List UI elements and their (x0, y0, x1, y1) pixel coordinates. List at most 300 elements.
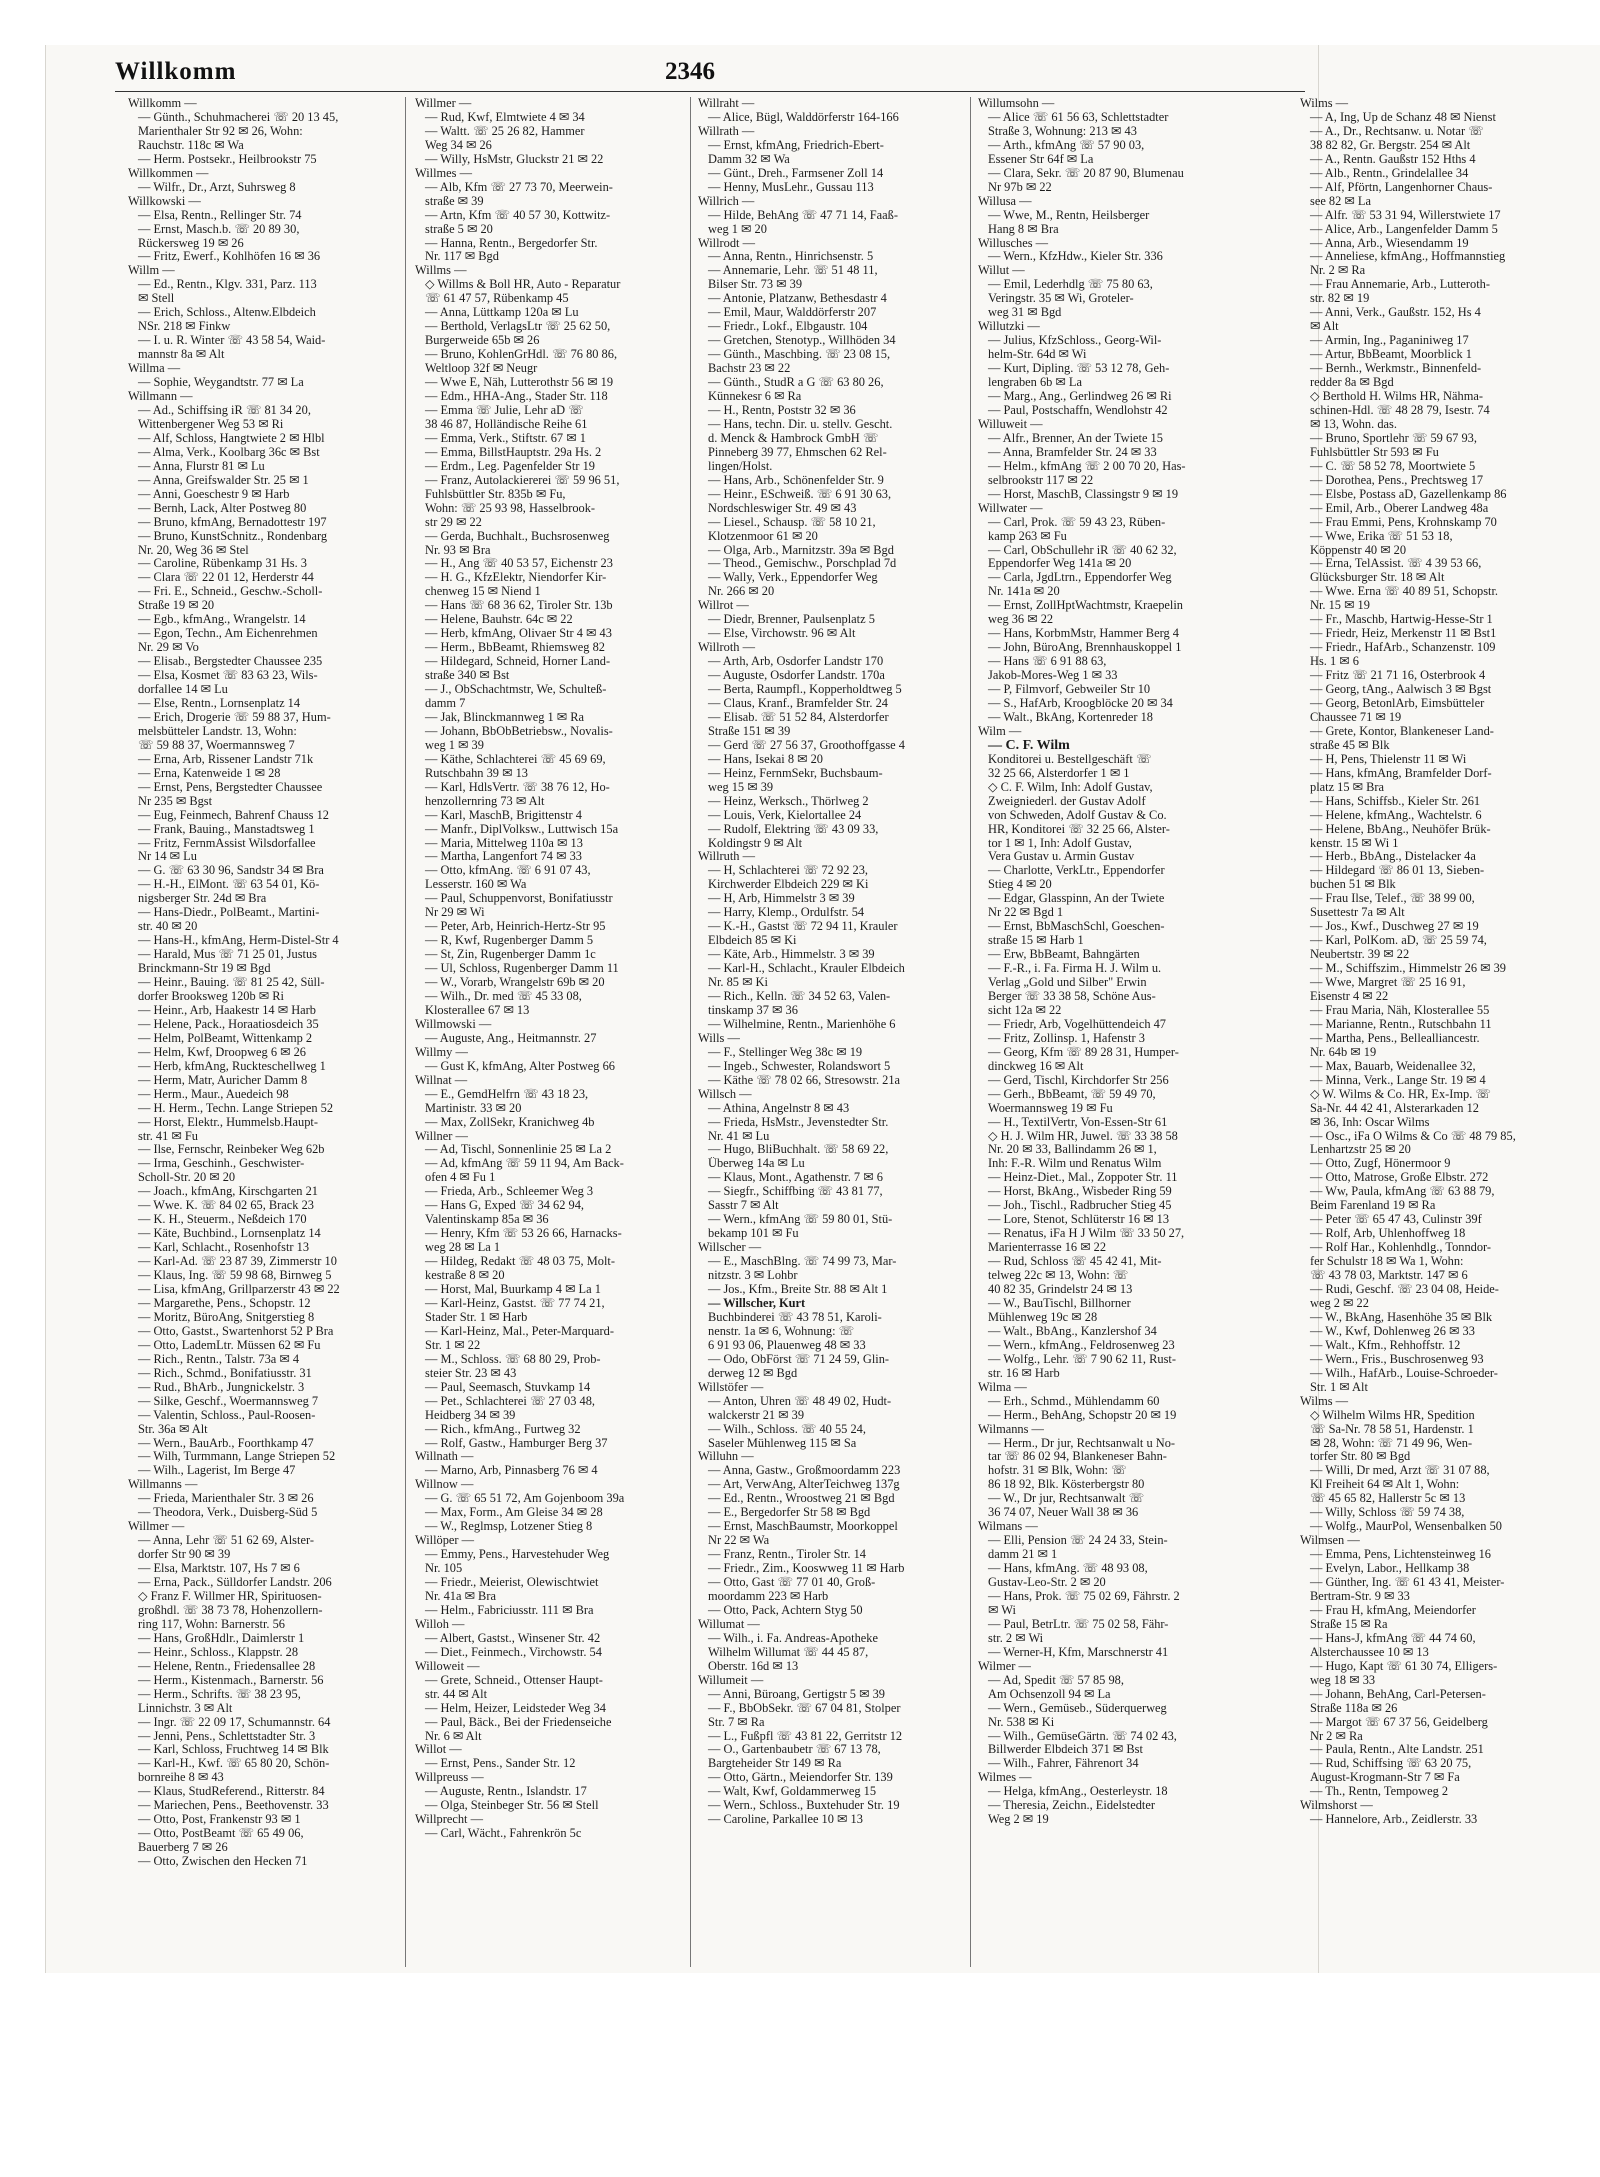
directory-entry: Nr 22 ✉ Wa (708, 1534, 770, 1548)
directory-entry: — Alfr., Brenner, An der Twiete 15 (988, 431, 1163, 445)
directory-entry: — Ernst, Masch.b. ☏ 20 89 30, (138, 222, 300, 236)
directory-entry: — H, Pens, Thielenstr 11 ✉ Wi (1310, 752, 1467, 766)
directory-entry: — Ad, Tischl, Sonnenlinie 25 ✉ La 2 (425, 1143, 612, 1157)
directory-entry: — Willi, Dr med, Arzt ☏ 31 07 88, (1310, 1464, 1490, 1478)
directory-entry: — Olga, Steinbeger Str. 56 ✉ Stell (425, 1799, 599, 1813)
directory-entry: — Wwe, Margret ☏ 25 16 91, (1310, 976, 1466, 990)
directory-entry: — Heinz-Diet., Mal., Zoppoter Str. 11 (988, 1171, 1178, 1185)
directory-entry: — Ernst, BbMaschSchl, Goeschen- (988, 920, 1165, 934)
surname-heading: Willscher — (698, 1241, 762, 1255)
directory-entry: — Walt., BbAng., Kanzlershof 34 (988, 1324, 1157, 1338)
directory-entry: — Hans-J, kfmAng ☏ 44 74 60, (1310, 1631, 1476, 1645)
directory-entry: Fuhlsbüttler Str. 835b ✉ Fu, (425, 487, 566, 501)
directory-entry: — Alf, Pförtn, Langenhorner Chaus- (1310, 180, 1493, 194)
directory-entry: Bertram-Str. 9 ✉ 33 (1310, 1589, 1410, 1603)
directory-entry: NSr. 218 ✉ Finkw (138, 320, 231, 334)
directory-entry: — Anna, Flurstr 81 ✉ Lu (138, 459, 265, 473)
directory-entry: — Herm., Dr jur, Rechtsanwalt u No- (988, 1436, 1176, 1450)
directory-entry: — Anni, Büroang, Gertigstr 5 ✉ 39 (708, 1687, 885, 1701)
directory-entry: Nr. 117 ✉ Bgd (425, 250, 499, 264)
directory-entry: — Otto, PostBeamt ☏ 65 49 06, (138, 1827, 304, 1841)
surname-heading: Willnath — (415, 1450, 474, 1464)
directory-entry: 36 74 07, Neuer Wall 38 ✉ 36 (988, 1506, 1139, 1520)
directory-entry: — Margarethe, Pens., Schopstr. 12 (138, 1296, 311, 1310)
page-number: 2346 (665, 58, 715, 85)
directory-entry: see 82 ✉ La (1310, 194, 1371, 208)
directory-entry: — Bruno, kfmAng, Bernadottestr 197 (138, 515, 327, 529)
directory-entry: Nr 22 ✉ Bgd 1 (988, 906, 1064, 920)
directory-entry: walckerstr 21 ✉ 39 (708, 1408, 805, 1422)
directory-entry: — Anna, Rentn., Hinrichsenstr. 5 (708, 250, 874, 264)
directory-entry: — Egb., kfmAng., Wrangelstr. 14 (138, 613, 306, 627)
directory-entry: — Art, VerwAng, AlterTeichweg 137g (708, 1478, 900, 1492)
directory-entry: str. 41 ✉ Fu (138, 1129, 198, 1143)
directory-entry: Nr. 64b ✉ 19 (1310, 1045, 1377, 1059)
directory-entry: hofstr. 31 ✉ Blk, Wohn: ☏ (988, 1464, 1127, 1478)
directory-entry: Bargteheider Str 149 ✉ Ra (708, 1757, 842, 1771)
directory-entry: — Willy, Schloss ☏ 59 74 38, (1310, 1506, 1465, 1520)
directory-entry: — Emma, Pens, Lichtensteinweg 16 (1310, 1548, 1492, 1562)
directory-entry: — Herm., Maur., Auedeich 98 (138, 1087, 289, 1101)
directory-entry: — Lore, Stenot, Schlüterstr 16 ✉ 13 (988, 1213, 1170, 1227)
directory-entry: — Karl, MaschB, Brigittenstr 4 (425, 808, 582, 822)
directory-entry: — Rud, Kwf, Elmtwiete 4 ✉ 34 (425, 110, 585, 124)
directory-entry: Nr 14 ✉ Lu (138, 850, 197, 864)
directory-entry: — Annemarie, Lehr. ☏ 51 48 11, (708, 264, 878, 278)
directory-entry: — Max, Form., Am Gleise 34 ✉ 28 (425, 1506, 603, 1520)
directory-entry: — Fritz, Zollinsp. 1, Hafenstr 3 (988, 1031, 1145, 1045)
directory-entry: — Wolfg., MaurPol, Wensenbalken 50 (1310, 1520, 1502, 1534)
directory-entry: — Herm., BehAng, Schopstr 20 ✉ 19 (988, 1408, 1177, 1422)
directory-entry: — Wern., kfmAng ☏ 59 80 01, Stü- (708, 1213, 893, 1227)
directory-entry: — Günt., Dreh., Farmsener Zoll 14 (708, 166, 884, 180)
directory-entry: damm 7 (425, 696, 466, 710)
directory-entry: — Wilh., i. Fa. Andreas-Apotheke (708, 1631, 878, 1645)
surname-heading: Willusa — (978, 194, 1032, 208)
directory-entry: nenstr. 1a ✉ 6, Wohnung: ☏ (708, 1324, 855, 1338)
surname-heading: Willnat — (415, 1073, 468, 1087)
directory-entry: — Otto, Post, Frankenstr 93 ✉ 1 (138, 1813, 301, 1827)
directory-entry: — Käthe, Schlachterei ☏ 45 69 69, (425, 752, 606, 766)
directory-entry: Nr. 85 ✉ Ki (708, 976, 768, 990)
directory-entry: — Emma, Verk., Stiftstr. 67 ✉ 1 (425, 431, 586, 445)
directory-entry: — Edm., HHA-Ang., Stader Str. 118 (425, 390, 608, 404)
directory-entry: — Silke, Geschf., Woermannsweg 7 (138, 1394, 319, 1408)
column-divider (690, 97, 691, 1967)
directory-entry: — Klaus, StudReferend., Ritterstr. 84 (138, 1785, 325, 1799)
directory-entry: — H.-H., ElMont. ☏ 63 54 01, Kö- (138, 878, 320, 892)
directory-entry: Rauchstr. 118c ✉ Wa (138, 138, 244, 152)
directory-entry: — Karl-Heinz, Gastst. ☏ 77 74 21, (425, 1296, 605, 1310)
directory-entry: — W., Vorarb, Wrangelstr 69b ✉ 20 (425, 976, 605, 990)
directory-entry: straße ✉ 39 (425, 194, 484, 208)
directory-entry: weg 31 ✉ Bgd (988, 306, 1062, 320)
surname-heading: Willuhn — (698, 1450, 754, 1464)
directory-entry: — Hans, Prok. ☏ 75 02 69, Fährstr. 2 (988, 1589, 1180, 1603)
directory-entry: — F., BbObSekr. ☏ 67 04 81, Stolper (708, 1701, 901, 1715)
directory-entry: — Renatus, iFa H J Wilm ☏ 33 50 27, (988, 1227, 1185, 1241)
directory-entry: — Ingr. ☏ 22 09 17, Schumannstr. 64 (138, 1715, 331, 1729)
directory-entry: — Emil, Lederhdlg ☏ 75 80 63, (988, 278, 1153, 292)
directory-entry: — E., GemdHelfrn ☏ 43 18 23, (425, 1087, 589, 1101)
directory-entry: ☏ Sa-Nr. 78 58 51, Hardenstr. 1 (1310, 1422, 1474, 1436)
directory-entry: — Otto, Zwischen den Hecken 71 (138, 1855, 308, 1869)
directory-entry: — Wilh, Turmmann, Lange Striepen 52 (138, 1450, 336, 1464)
directory-entry: — H. G., KfzElektr, Niendorfer Kir- (425, 571, 607, 585)
directory-entry: — Karl-Heinz, Mal., Peter-Marquard- (425, 1324, 614, 1338)
directory-entry: — Wern., BauArb., Foorthkamp 47 (138, 1436, 314, 1450)
directory-entry: — Marno, Arb, Pinnasberg 76 ✉ 4 (425, 1464, 598, 1478)
directory-entry: derweg 12 ✉ Bgd (708, 1366, 798, 1380)
directory-entry: 6 91 93 06, Plauenweg 48 ✉ 33 (708, 1338, 866, 1352)
directory-entry: — Otto, Gast ☏ 77 01 40, Groß- (708, 1576, 876, 1590)
directory-entry: — Günth., Maschbing. ☏ 23 08 15, (708, 348, 891, 362)
directory-entry: buchen 51 ✉ Blk (1310, 878, 1396, 892)
directory-entry: sicht 12a ✉ 22 (988, 1003, 1062, 1017)
directory-entry: — Max, ZollSekr, Kranichweg 4b (425, 1115, 595, 1129)
directory-entry: — Ernst, Pens, Bergstedter Chaussee (138, 780, 323, 794)
directory-entry: — Anna, Gastw., Großmoordamm 223 (708, 1464, 901, 1478)
directory-entry: — Hans, Isekai 8 ✉ 20 (708, 752, 823, 766)
directory-entry: — Else, Virchowstr. 96 ✉ Alt (708, 627, 856, 641)
surname-heading: Willmes — (415, 166, 472, 180)
surname-heading: Willmer — (128, 1520, 185, 1534)
directory-entry: — Rich., Rentn., Talstr. 73a ✉ 4 (138, 1352, 300, 1366)
directory-entry: — Rich., Kelln. ☏ 34 52 63, Valen- (708, 990, 891, 1003)
directory-entry: — Heinr., Arb, Haakestr 14 ✉ Harb (138, 1003, 316, 1017)
directory-entry: — A, Ing, Up de Schanz 48 ✉ Nienst (1310, 110, 1496, 124)
directory-entry: — Wern., kfmAng., Feldrosenweg 23 (988, 1338, 1175, 1352)
directory-entry: — Franz, Rentn., Tiroler Str. 14 (708, 1548, 866, 1562)
directory-entry: — Marg., Ang., Gerlindweg 26 ✉ Ri (988, 390, 1172, 404)
surname-heading: Willruth — (698, 850, 755, 864)
directory-entry: — Karl-H., Kwf. ☏ 65 80 20, Schön- (138, 1757, 330, 1771)
directory-entry: torfer Str. 80 ✉ Bgd (1310, 1450, 1411, 1464)
directory-entry: — Erna, TelAssist. ☏ 4 39 53 66, (1310, 557, 1482, 571)
directory-entry: — Paul, Schuppenvorst, Bonifatiusstr (425, 892, 613, 906)
directory-entry: — Hans ☏ 68 36 62, Tiroler Str. 13b (425, 599, 613, 613)
directory-entry: — Auguste, Osdorfer Landstr. 170a (708, 669, 885, 683)
directory-entry: — Ernst, Pens., Sander Str. 12 (425, 1757, 576, 1771)
directory-entry: str. 16 ✉ Harb (988, 1366, 1060, 1380)
directory-entry: — Rud., BhArb., Jungnickelstr. 3 (138, 1380, 305, 1394)
directory-entry: — Franz, Autolackiererei ☏ 59 96 51, (425, 473, 620, 487)
directory-entry: Stader Str. 1 ✉ Harb (425, 1310, 528, 1324)
directory-entry: Berger ☏ 33 38 58, Schöne Aus- (988, 990, 1156, 1003)
directory-entry: — Th., Rentn, Tempoweg 2 (1310, 1785, 1449, 1799)
directory-entry: — Frau Maria, Näh, Klosterallee 55 (1310, 1003, 1490, 1017)
directory-entry: Nr. 41 ✉ Lu (708, 1129, 770, 1143)
directory-entry: — Alb, Kfm ☏ 27 73 70, Meerwein- (425, 180, 613, 194)
directory-entry: — Herm, Matr, Auricher Damm 8 (138, 1073, 308, 1087)
directory-entry: Hang 8 ✉ Bra (988, 222, 1059, 236)
directory-entry: — Käthe ☏ 78 02 66, Stresowstr. 21a (708, 1073, 901, 1087)
directory-entry: Straße 15 ✉ Ra (1310, 1617, 1388, 1631)
directory-entry: Straße 3, Wohnung: 213 ✉ 43 (988, 124, 1137, 138)
directory-entry: — Carla, JgdLtrn., Eppendorfer Weg (988, 571, 1172, 585)
surname-heading: Willrath — (698, 124, 755, 138)
directory-entry: — Frieda, Arb., Schleemer Weg 3 (425, 1185, 594, 1199)
directory-entry: — Wwe, M., Rentn, Heilsberger (988, 208, 1150, 222)
directory-entry: — Ed., Rentn., Klgv. 331, Parz. 113 (138, 278, 317, 292)
directory-entry: ✉ Alt (1310, 320, 1339, 334)
directory-entry: Koldingstr 9 ✉ Alt (708, 836, 803, 850)
surname-heading: Willkommen — (128, 166, 209, 180)
directory-entry: Rückersweg 19 ✉ 26 (138, 236, 244, 250)
directory-entry: Fuhlsbüttler Str 593 ✉ Fu (1310, 445, 1439, 459)
directory-entry: — Hugo, BliBuchhalt. ☏ 58 69 22, (708, 1143, 889, 1157)
directory-entry: — H., TextilVertr, Von-Essen-Str 61 (988, 1115, 1168, 1129)
column-divider (405, 97, 406, 1967)
directory-entry: — G. ☏ 63 30 96, Sandstr 34 ✉ Bra (138, 864, 324, 878)
directory-entry: tinskamp 37 ✉ 36 (708, 1003, 798, 1017)
directory-entry: — Ernst, kfmAng, Friedrich-Ebert- (708, 138, 884, 152)
directory-entry: ◇ Berthold H. Wilms HR, Nähma- (1310, 390, 1483, 404)
column-1 (128, 97, 390, 1869)
directory-entry: — Rud, Schloss ☏ 45 42 41, Mit- (988, 1255, 1162, 1269)
directory-entry: — Jenni, Pens., Schlettstadter Str. 3 (138, 1729, 316, 1743)
directory-entry: — Hans, kfmAng, Bramfelder Dorf- (1310, 766, 1492, 780)
directory-entry: — Manfr., DiplVolksw., Luttwisch 15a (425, 822, 619, 836)
directory-entry: — Valentin, Schloss., Paul-Roosen- (138, 1408, 316, 1422)
directory-entry: — Friedr., HafArb., Schanzenstr. 109 (1310, 641, 1496, 655)
directory-entry: — Berta, Raumpfl., Kopperholdtweg 5 (708, 683, 902, 697)
directory-entry: — Alice, Bügl, Walddörferstr 164-166 (708, 110, 899, 124)
directory-entry: — Elli, Pension ☏ 24 24 33, Stein- (988, 1534, 1168, 1548)
directory-entry: — F., Stellinger Weg 38c ✉ 19 (708, 1045, 863, 1059)
directory-entry: — Hildeg, Redakt ☏ 48 03 75, Molt- (425, 1255, 615, 1269)
directory-entry: Valentinskamp 85a ✉ 36 (425, 1213, 549, 1227)
directory-entry: — W., Reglmsp, Lotzener Stieg 8 (425, 1520, 593, 1534)
directory-entry: — Frank, Bauing., Manstadtsweg 1 (138, 822, 315, 836)
directory-entry: selbrookstr 117 ✉ 22 (988, 473, 1094, 487)
directory-entry: ✉ Stell (138, 292, 175, 306)
directory-entry: — Anna, Lehr ☏ 51 62 69, Alster- (138, 1534, 314, 1548)
directory-entry: Rutschbahn 39 ✉ 13 (425, 766, 528, 780)
directory-entry: — Erna, Pack., Sülldorfer Landstr. 206 (138, 1576, 332, 1590)
directory-entry: Nr 29 ✉ Wi (425, 906, 485, 920)
directory-entry: — Emma ☏ Julie, Lehr aD ☏ (425, 403, 584, 417)
directory-entry: kenstr. 15 ✉ Wi 1 (1310, 836, 1399, 850)
directory-entry: — Paul, Bäck., Bei der Friedenseiche (425, 1715, 612, 1729)
directory-entry: — Frau Emmi, Pens, Krohnskamp 70 (1310, 515, 1497, 529)
directory-entry: — Moritz, BüroAng, Snitgerstieg 8 (138, 1310, 315, 1324)
directory-entry: Marienthaler Str 92 ✉ 26, Wohn: (138, 124, 303, 138)
directory-entry: ◇ Willms & Boll HR, Auto - Reparatur (425, 278, 621, 292)
surname-heading: Wilms — (1300, 97, 1349, 110)
directory-entry: Pinneberg 39 77, Ehmschen 62 Rel- (708, 445, 887, 459)
directory-entry: straße 340 ✉ Bst (425, 669, 510, 683)
directory-entry: — Gerd, Tischl, Kirchdorfer Str 256 (988, 1073, 1169, 1087)
directory-entry: Scholl-Str. 20 ✉ 20 (138, 1171, 236, 1185)
directory-entry: — Harald, Mus ☏ 71 25 01, Justus (138, 948, 317, 962)
directory-entry: — Wilh., Fahrer, Fährenort 34 (988, 1757, 1139, 1771)
directory-entry: bekamp 101 ✉ Fu (708, 1227, 799, 1241)
directory-entry: — Karl, Schloss, Fruchtweg 14 ✉ Blk (138, 1743, 329, 1757)
directory-entry: von Schweden, Adolf Gustav & Co. (988, 808, 1167, 822)
column-divider (970, 97, 971, 1967)
directory-entry: — Horst, BkAng., Wisbeder Ring 59 (988, 1185, 1172, 1199)
directory-entry: — Otto, kfmAng. ☏ 6 91 07 43, (425, 864, 591, 878)
directory-entry: — C. ☏ 58 52 78, Moortwiete 5 (1310, 459, 1476, 473)
directory-entry: — Odo, ObFörst ☏ 71 24 59, Glin- (708, 1352, 890, 1366)
directory-entry: — Helene, Rentn., Friedensallee 28 (138, 1659, 316, 1673)
directory-entry: Damm 32 ✉ Wa (708, 152, 790, 166)
directory-entry: Nr. 15 ✉ 19 (1310, 599, 1370, 613)
directory-entry: — St, Zin, Rugenberger Damm 1c (425, 948, 596, 962)
directory-entry: Kl Freiheit 64 ✉ Alt 1, Wohn: (1310, 1478, 1460, 1492)
directory-entry: Sasstr 7 ✉ Alt (708, 1199, 779, 1213)
directory-entry: — Helm, PolBeamt, Wittenkamp 2 (138, 1031, 313, 1045)
directory-entry: — W., Kwf, Dohlenweg 26 ✉ 33 (1310, 1324, 1475, 1338)
directory-entry: — Hannelore, Arb., Zeidlerstr. 33 (1310, 1813, 1478, 1827)
directory-entry: Bilser Str. 73 ✉ 39 (708, 278, 803, 292)
directory-entry: Nr. 538 ✉ Ki (988, 1715, 1055, 1729)
directory-entry: — Maria, Mittelweg 110a ✉ 13 (425, 836, 583, 850)
directory-entry: — K.-H., Gastst ☏ 72 94 11, Krauler (708, 920, 898, 934)
directory-entry: — Margot ☏ 67 37 56, Geidelberg (1310, 1715, 1488, 1729)
directory-entry: — Mariechen, Pens., Beethovenstr. 33 (138, 1799, 329, 1813)
header-rule (115, 91, 1305, 92)
directory-entry: — Johann, BehAng, Carl-Petersen- (1310, 1687, 1486, 1701)
directory-entry: — Clara, Sekr. ☏ 20 87 90, Blumenau (988, 166, 1184, 180)
directory-entry: — Bruno, KohlenGrHdl. ☏ 76 80 86, (425, 348, 618, 362)
directory-entry: — Anton, Uhren ☏ 48 49 02, Hudt- (708, 1394, 892, 1408)
surname-heading: Willumat — (698, 1617, 760, 1631)
directory-entry: ◇ W. Wilms & Co. HR, Ex-Imp. ☏ (1310, 1087, 1491, 1101)
directory-entry: — Grete, Schneid., Ottenser Haupt- (425, 1673, 603, 1687)
directory-entry: — Alfr. ☏ 53 31 94, Willerstwiete 17 (1310, 208, 1501, 222)
surname-heading: Willumeit — (698, 1673, 764, 1687)
directory-entry: — Louis, Verk, Kielortallee 24 (708, 808, 862, 822)
surname-heading: Willroth — (698, 641, 755, 655)
directory-entry: ◇ Franz F. Willmer HR, Spirituosen- (138, 1589, 322, 1603)
directory-entry: — Max, Bauarb, Weidenallee 32, (1310, 1059, 1476, 1073)
directory-entry: Nr. 2 ✉ Ra (1310, 264, 1366, 278)
directory-entry: — Horst, MaschB, Classingstr 9 ✉ 19 (988, 487, 1179, 501)
directory-entry: — Henny, MusLehr., Gussau 113 (708, 180, 874, 194)
directory-entry: — H. Herm., Techn. Lange Striepen 52 (138, 1101, 334, 1115)
directory-entry: schinen-Hdl. ☏ 48 28 79, Isestr. 74 (1310, 403, 1490, 417)
directory-entry: ✉ Wi (988, 1603, 1016, 1617)
directory-entry: Str. 1 ✉ 22 (425, 1338, 481, 1352)
directory-entry: — Ed., Rentn., Wroostweg 21 ✉ Bgd (708, 1492, 895, 1506)
directory-entry: — Friedr., Meierist, Olewischtwiet (425, 1576, 599, 1590)
directory-entry: — Georg, tAng., Aalwisch 3 ✉ Bgst (1310, 683, 1492, 697)
directory-entry: — Ad, Spedit ☏ 57 85 98, (988, 1673, 1124, 1687)
surname-heading: Willraht — (698, 97, 755, 110)
directory-entry: — Hans, Arb., Schönenfelder Str. 9 (708, 473, 884, 487)
directory-entry: Weg 34 ✉ 26 (425, 138, 492, 152)
directory-entry: — Grete, Kontor, Blankeneser Land- (1310, 724, 1494, 738)
directory-entry: — Joach., kfmAng, Kirschgarten 21 (138, 1185, 318, 1199)
directory-entry: Eisenstr 4 ✉ 22 (1310, 990, 1389, 1003)
directory-entry: Susettestr 7a ✉ Alt (1310, 906, 1405, 920)
directory-entry: — Helm, Kwf, Droopweg 6 ✉ 26 (138, 1045, 306, 1059)
directory-entry: Buchbinderei ☏ 43 78 51, Karoli- (708, 1310, 882, 1324)
directory-entry: dorfallee 14 ✉ Lu (138, 683, 228, 697)
directory-entry: weg 1 ✉ 39 (425, 738, 484, 752)
directory-entry: — Pet., Schlachterei ☏ 27 03 48, (425, 1394, 596, 1408)
directory-entry: — Fr., Maschb, Hartwig-Hesse-Str 1 (1310, 613, 1493, 627)
directory-entry: — Frau Annemarie, Arb., Lutteroth- (1310, 278, 1490, 292)
directory-entry: Glücksburger Str. 18 ✉ Alt (1310, 571, 1445, 585)
directory-entry: — Kurt, Dipling. ☏ 53 12 78, Geh- (988, 362, 1170, 376)
directory-entry: — Rich., kfmAng., Furtweg 32 (425, 1422, 581, 1436)
directory-entry: Wittenbergener Weg 53 ✉ Ri (138, 417, 284, 431)
directory-entry: ring 117, Wohn: Barnerstr. 56 (138, 1617, 285, 1631)
directory-entry: damm 21 ✉ 1 (988, 1548, 1058, 1562)
directory-entry: — Heinz, Werksch., Thörlweg 2 (708, 794, 869, 808)
directory-entry: — Erh., Schmd., Mühlendamm 60 (988, 1394, 1160, 1408)
directory-entry: — Alice, Arb., Langenfelder Damm 5 (1310, 222, 1498, 236)
directory-entry: tar ☏ 86 02 94, Blankeneser Bahn- (988, 1450, 1167, 1464)
surname-heading: Wills — (698, 1031, 740, 1045)
directory-entry: — Erw, BbBeamt, Bahngärten (988, 948, 1140, 962)
directory-entry: — Willscher, Kurt (708, 1296, 806, 1310)
directory-entry: — Theresia, Zeichn., Eidelstedter (988, 1799, 1155, 1813)
directory-entry: Nr. 105 (425, 1562, 463, 1576)
directory-entry: — Auguste, Rentn., Islandstr. 17 (425, 1785, 587, 1799)
directory-entry: — Anna, Bramfelder Str. 24 ✉ 33 (988, 445, 1157, 459)
directory-entry: henzollernring 73 ✉ Alt (425, 794, 545, 808)
directory-entry: — Arth., kfmAng ☏ 57 90 03, (988, 138, 1145, 152)
directory-entry: straße 45 ✉ Blk (1310, 738, 1390, 752)
directory-entry: ◇ H. J. Wilm HR, Juwel. ☏ 33 38 58 (988, 1129, 1178, 1143)
directory-entry: Bauerberg 7 ✉ 26 (138, 1841, 228, 1855)
surname-heading: Willmy — (415, 1045, 468, 1059)
directory-entry: 86 18 92, Blk. Kösterbergstr 80 (988, 1478, 1145, 1492)
directory-entry: Nr 235 ✉ Bgst (138, 794, 213, 808)
directory-entry: — Wilh., HafArb., Louise-Schroeder- (1310, 1366, 1498, 1380)
directory-entry: Inh: F.-R. Wilm und Renatus Wilm (988, 1157, 1162, 1171)
directory-entry: str 29 ✉ 22 (425, 515, 482, 529)
directory-entry: Billwerder Elbdeich 371 ✉ Bst (988, 1743, 1143, 1757)
directory-entry: — Theodora, Verk., Duisberg-Süd 5 (138, 1506, 318, 1520)
directory-entry: — Waltt. ☏ 25 26 82, Hammer (425, 124, 585, 138)
directory-entry: tor 1 ✉ 1, Inh: Adolf Gustav, (988, 836, 1132, 850)
directory-entry: — Werner-H, Kfm, Marschnerstr 41 (988, 1645, 1169, 1659)
directory-entry: — Fritz, FernmAssist Wilsdorfallee (138, 836, 316, 850)
directory-entry: 32 25 66, Alsterdorfer 1 ✉ 1 (988, 766, 1130, 780)
directory-entry: weg 28 ✉ La 1 (425, 1241, 501, 1255)
directory-entry: — Ilse, Fernschr, Reinbeker Weg 62b (138, 1143, 325, 1157)
directory-entry: Straße 118a ✉ 26 (1310, 1701, 1398, 1715)
directory-entry: helm-Str. 64d ✉ Wi (988, 348, 1087, 362)
directory-entry: — Alb., Rentn., Grindelallee 34 (1310, 166, 1469, 180)
directory-entry: straße 5 ✉ 20 (425, 222, 493, 236)
surname-heading: Wilmanns — (978, 1422, 1044, 1436)
surname-heading: Willut — (978, 264, 1025, 278)
surname-heading: Willprecht — (415, 1813, 483, 1827)
directory-entry: steier Str. 23 ✉ 43 (425, 1366, 517, 1380)
directory-entry: — Emil, Arb., Oberer Landweg 48a (1310, 501, 1489, 515)
directory-entry: — Arth, Arb, Osdorfer Landstr 170 (708, 655, 884, 669)
surname-heading: Wilmes — (978, 1771, 1032, 1785)
column-5-partial (1300, 97, 1600, 1827)
directory-entry: — K. H., Steuerm., Neßdeich 170 (138, 1213, 307, 1227)
directory-entry: — Otto, Gastst., Swartenhorst 52 P Bra (138, 1324, 334, 1338)
directory-entry: — Eug, Feinmech, Bahrenf Chauss 12 (138, 808, 329, 822)
directory-entry: — Frau Ilse, Telef., ☏ 38 99 00, (1310, 892, 1475, 906)
directory-entry: Zweigniederl. der Gustav Adolf (988, 794, 1146, 808)
directory-entry: — Wolfg., Lehr. ☏ 7 90 62 11, Rust- (988, 1352, 1176, 1366)
directory-entry: — Klaus, Ing. ☏ 59 98 68, Birnweg 5 (138, 1269, 332, 1283)
surname-heading: Willmowski — (415, 1017, 492, 1031)
directory-entry: — Johann, BbObBetriebsw., Novalis- (425, 724, 613, 738)
directory-entry: — Rolf, Arb, Uhlenhoffweg 18 (1310, 1227, 1466, 1241)
directory-entry: — Karl-Ad. ☏ 23 87 39, Zimmerstr 10 (138, 1255, 337, 1269)
